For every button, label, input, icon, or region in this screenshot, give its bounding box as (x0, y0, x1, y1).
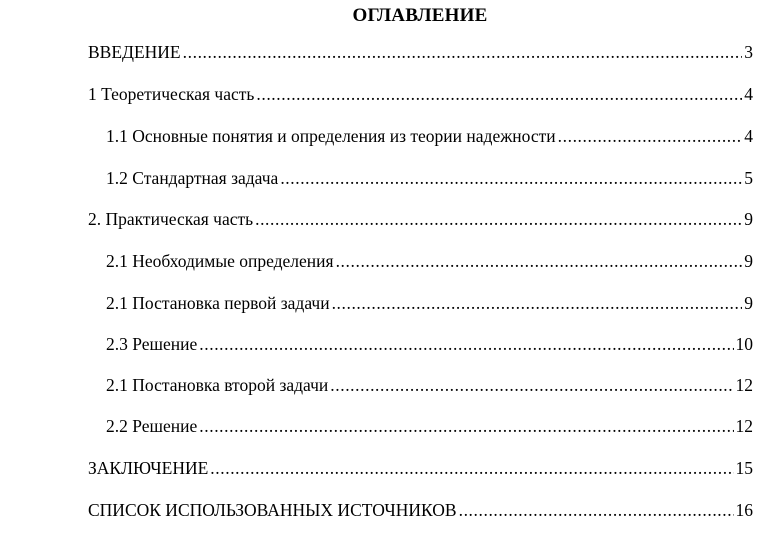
toc-entry-label: 2.1 Необходимые определения (106, 251, 334, 271)
toc-entry-page: 9 (744, 293, 753, 313)
toc-dot-leader (255, 207, 742, 231)
toc-entry-label: СПИСОК ИСПОЛЬЗОВАННЫХ ИСТОЧНИКОВ (88, 500, 457, 520)
toc-entry-label: 1.1 Основные понятия и определения из теории надежности (106, 126, 556, 146)
toc-dot-leader (459, 498, 734, 522)
toc-entry-practical-part (88, 207, 753, 231)
toc-dot-leader (183, 40, 743, 64)
toc-entry-label: 1 Теоретическая часть (88, 84, 255, 104)
toc-entry-label: 2.3 Решение (106, 334, 198, 354)
toc-dot-leader (280, 166, 742, 190)
toc-dot-leader (256, 82, 742, 106)
toc-entry-page: 12 (735, 375, 753, 395)
toc-entry-standard-problem (106, 166, 753, 190)
toc-entry-label: 1.2 Стандартная задача (106, 168, 279, 188)
toc-entry-page: 9 (744, 251, 753, 271)
toc-entry-solution-2 (106, 414, 753, 438)
toc-entry-definitions (106, 249, 753, 273)
toc-entry-label: 2.1 Постановка второй задачи (106, 375, 329, 395)
toc-entry-label: 2.2 Решение (106, 416, 198, 436)
toc-entry-conclusion (88, 456, 753, 480)
toc-entry-theoretical-part (88, 82, 753, 106)
toc-entry-basic-concepts (106, 124, 753, 148)
toc-entry-page: 4 (744, 84, 753, 104)
toc-entry-page: 10 (735, 334, 753, 354)
toc-entry-page: 4 (744, 126, 753, 146)
toc-entry-solution-1 (106, 332, 753, 356)
toc-dot-leader (332, 291, 743, 315)
toc-dot-leader (330, 373, 733, 397)
toc-dot-leader (199, 414, 733, 438)
toc-entry-references (88, 498, 753, 522)
toc-entry-page: 3 (744, 42, 753, 62)
toc-entry-page: 15 (735, 458, 753, 478)
toc-entry-page: 9 (744, 209, 753, 229)
toc-dot-leader (199, 332, 733, 356)
toc-entry-label: ВВЕДЕНИЕ (88, 42, 181, 62)
toc-entry-page: 5 (744, 168, 753, 188)
toc-entry-page: 16 (735, 500, 753, 520)
toc-title: ОГЛАВЛЕНИЕ (352, 5, 488, 26)
toc-dot-leader (210, 456, 733, 480)
toc-entry-page: 12 (735, 416, 753, 436)
toc-dot-leader (558, 124, 743, 148)
toc-entry-first-problem (106, 291, 753, 315)
toc-entry-label: ЗАКЛЮЧЕНИЕ (88, 458, 209, 478)
toc-entry-label: 2.1 Постановка первой задачи (106, 293, 330, 313)
toc-entry-second-problem (106, 373, 753, 397)
toc-entry-introduction (88, 40, 753, 64)
toc-entry-label: 2. Практическая часть (88, 209, 254, 229)
toc-dot-leader (336, 249, 743, 273)
